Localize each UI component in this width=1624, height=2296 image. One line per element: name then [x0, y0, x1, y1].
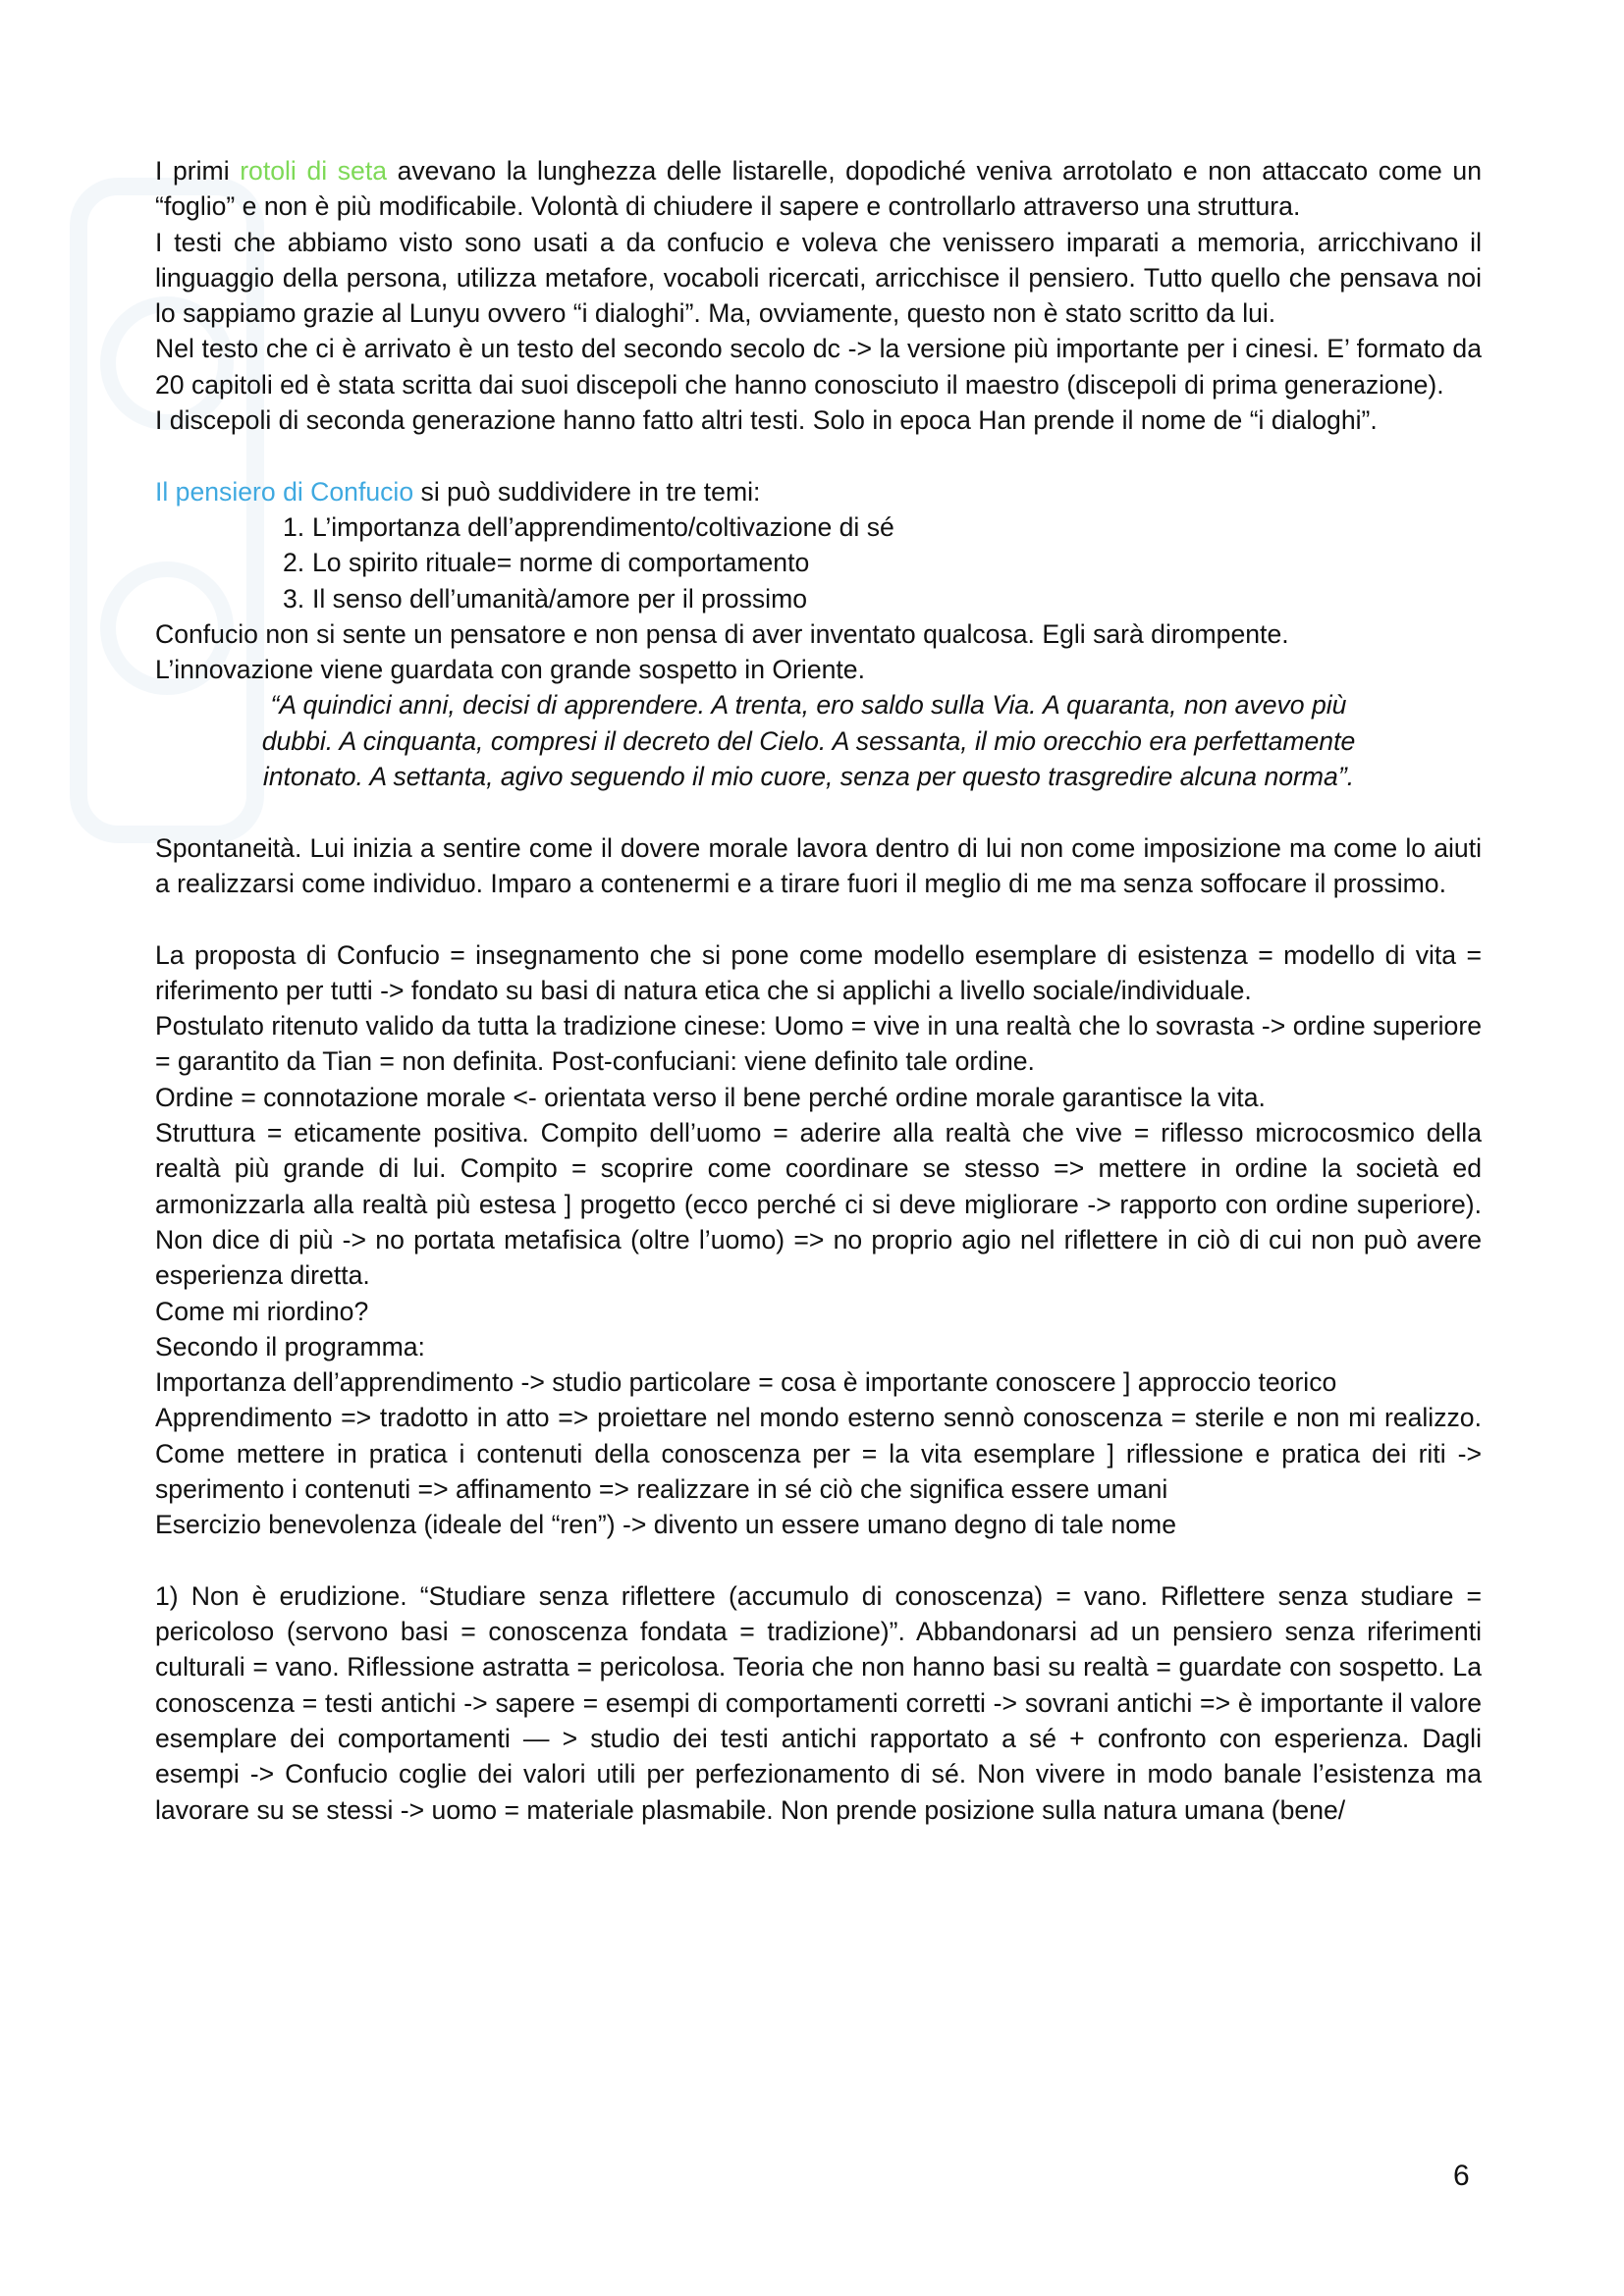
paragraph-non-pensatore: Confucio non si sente un pensatore e non pensa di aver inventato qualcosa. Egli sarà dirompente. [155, 618, 1289, 649]
paragraph-struttura: Struttura = eticamente positiva. Compito dell’uomo = aderire alla realtà che vive = riflesso microcosmico della realtà più grande di lui. Compito = scoprire come coordinare se stesso => mettere in ordine la società ed armonizzarla alla realtà più estesa ] progetto (ecco perché ci si deve migliorare -> rapporto con ordine superiore). Non dice di più -> no portata metafisica (oltre l’uomo) => no proprio agio nel riflettere in ciò di cui non può avere esperienza diretta. [155, 1118, 1482, 1291]
quote-line: intonato. A settanta, agivo seguendo il mio cuore, senza per questo trasgredire alcuna norma”. [262, 762, 1355, 792]
list-item: 3. Il senso dell’umanità/amore per il prossimo [283, 583, 808, 614]
document-body [155, 153, 1482, 1828]
paragraph-importanza: Importanza dell’apprendimento -> studio particolare = cosa è importante conoscere ] approccio teorico [155, 1367, 1337, 1398]
list-item: 1. L’importanza dell’apprendimento/coltivazione di sé [283, 511, 894, 542]
paragraph-discepoli: I discepoli di seconda generazione hanno fatto altri testi. Solo in epoca Han prende il nome de “i dialoghi”. [155, 405, 1378, 436]
paragraph-postulato: Postulato ritenuto valido da tutta la tradizione cinese: Uomo = vive in una realtà che lo sovrasta -> ordine superiore = garantito da Tian = non definita. Post-confuciani: viene definito tale ordine. [155, 1011, 1482, 1077]
page-number: 6 [1453, 2160, 1470, 2192]
paragraph-erudizione: 1) Non è erudizione. “Studiare senza riflettere (accumulo di conoscenza) = vano. Riflettere senza studiare = pericoloso (servono basi = conoscenza fondata = tradizione)”. Abbandonarsi ad un pensiero senza riferimenti culturali = vano. Riflessione astratta = pericolosa. Teoria che non hanno basi su realtà = guardate con sospetto. La conoscenza = testi antichi -> sapere = esempi di comportamenti corretti -> sovrani antichi => è importante il valore esemplare dei comportamenti — > studio dei testi antichi rapportato a sé + confronto con esperienza. Dagli esempi -> Confucio coglie dei valori utili per perfezionamento di sé. Non vivere in modo banale l’esistenza ma lavorare su se stessi -> uomo = materiale plasmabile. Non prende posizione sulla natura umana (bene/ [155, 1580, 1482, 1825]
paragraph-come-mi-riordino: Come mi riordino? [155, 1296, 369, 1326]
paragraph-proposta: La proposta di Confucio = insegnamento che si pone come modello esemplare di esistenza = modello di vita = riferimento per tutti -> fondato su basi di natura etica che si applichi a livello sociale/individuale. [155, 939, 1482, 1005]
themes-list [155, 509, 1482, 616]
paragraph-spontaneita: Spontaneità. Lui inizia a sentire come il dovere morale lavora dentro di lui non come imposizione ma come lo aiuti a realizzarsi come individuo. Imparo a contenermi e a tirare fuori il meglio di me ma senza soffocare il prossimo. [155, 832, 1482, 898]
quote-line: dubbi. A cinquanta, compresi il decreto del Cielo. A sessanta, il mio orecchio era perfettamente [261, 725, 1356, 756]
quote-line: “A quindici anni, decisi di apprendere. A trenta, ero saldo sulla Via. A quaranta, non avevo più [270, 690, 1347, 721]
paragraph-testo-arrivato: Nel testo che ci è arrivato è un testo del secondo secolo dc -> la versione più importante per i cinesi. E’ formato da 20 capitoli ed è stata scritta dai suoi discepoli che hanno conosciuto il maestro (discepoli di prima generazione). [155, 334, 1482, 400]
paragraph-ordine: Ordine = connotazione morale <- orientata verso il bene perché ordine morale garantisce la vita. [155, 1082, 1266, 1112]
highlight-pensiero-di-confucio: Il pensiero di Confucio [155, 476, 414, 507]
paragraph-testi-confucio: I testi che abbiamo visto sono usati a da confucio e voleva che venissero imparati a memoria, arricchivano il linguaggio della persona, utilizza metafore, vocaboli ricercati, arricchisce il pensiero. Tutto quello che pensava noi lo sappiamo grazie al Lunyu ovvero “i dialoghi”. Ma, ovviamente, questo non è stato scritto da lui. [155, 227, 1482, 329]
quote-block [155, 687, 1482, 794]
paragraph-apprendimento: Apprendimento => tradotto in atto => proiettare nel mondo esterno sennò conoscenza = sterile e non mi realizzo. Come mettere in pratica i contenuti della conoscenza per = la vita esemplare ] riflessione e pratica dei riti -> sperimento i contenuti => affinamento => realizzare in sé ciò che significa essere umani [155, 1403, 1482, 1504]
paragraph-benevolenza: Esercizio benevolenza (ideale del “ren”) -> divento un essere umano degno di tale nome [155, 1510, 1176, 1540]
paragraph-rotoli: I primi rotoli di seta avevano la lunghezza delle listarelle, dopodiché veniva arrotolato e non attaccato come un “foglio” e non è più modificabile. Volontà di chiudere il sapere e controllarlo attraverso una struttura. [155, 156, 1482, 222]
highlight-rotoli-di-seta: rotoli di seta [240, 156, 387, 186]
paragraph-innovazione: L’innovazione viene guardata con grande sospetto in Oriente. [155, 655, 865, 685]
list-item: 2. Lo spirito rituale= norme di comportamento [283, 548, 810, 578]
paragraph-pensiero-intro: Il pensiero di Confucio si può suddividere in tre temi: [155, 476, 761, 507]
paragraph-programma: Secondo il programma: [155, 1331, 425, 1362]
